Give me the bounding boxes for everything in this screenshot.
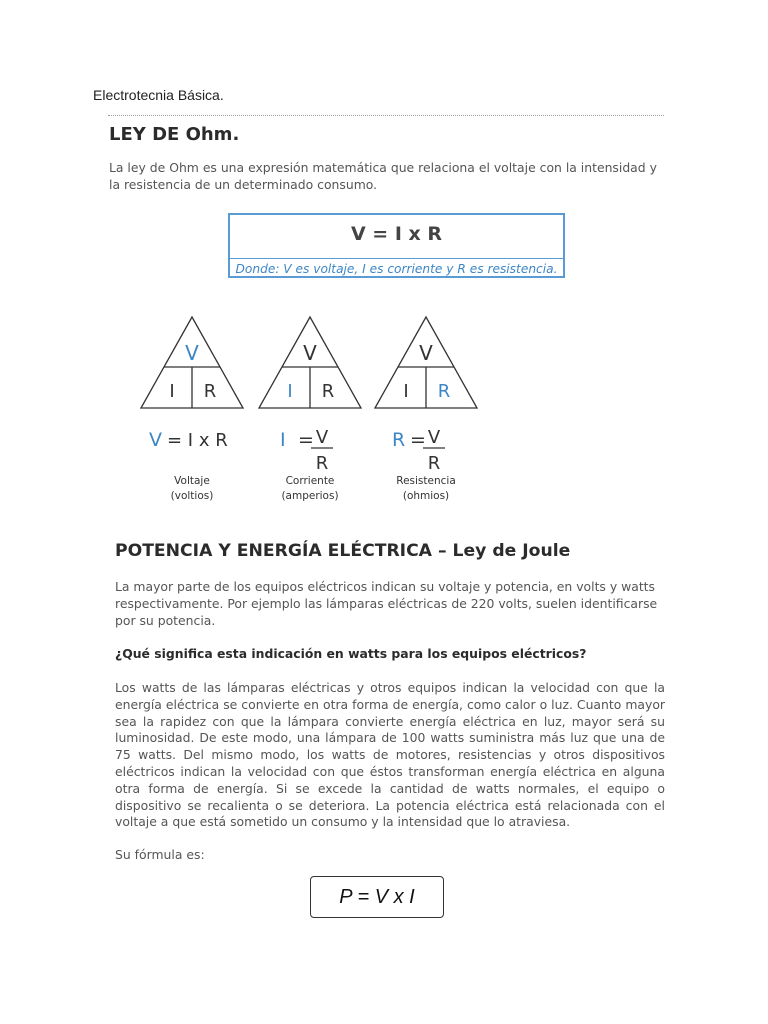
triangle-label-top: V xyxy=(303,341,317,365)
section-title-joule: POTENCIA Y ENERGÍA ELÉCTRICA – Ley de Joule xyxy=(115,541,571,561)
triangle-caption: Resistencia xyxy=(396,475,456,487)
triangle-label-left: I xyxy=(169,381,175,402)
triangle-label-right: R xyxy=(437,381,451,402)
triangle-label-left: I xyxy=(403,381,409,402)
power-formula-box: P = V x I xyxy=(310,876,444,918)
ohm-formula: V = I x R xyxy=(350,223,443,245)
triangle-caption-unit: (voltios) xyxy=(170,490,214,502)
triangle-label-top: V xyxy=(419,341,433,365)
document-header: Electrotecnia Básica. xyxy=(93,87,224,103)
equation-numerator: V xyxy=(315,427,329,448)
equation-denominator: R xyxy=(427,453,441,474)
triangle-caption: Corriente xyxy=(285,475,335,487)
equation-variable: V xyxy=(149,429,162,451)
ohm-formula-note: Donde: V es voltaje, I es corriente y R es resistencia. xyxy=(235,262,558,276)
equation-variable: I xyxy=(280,429,286,451)
triangle-caption: Voltaje xyxy=(174,475,210,487)
equation-rhs: = I x R xyxy=(167,430,228,451)
triangle-label-left: I xyxy=(287,381,293,402)
triangle-caption-unit: (ohmios) xyxy=(402,490,450,502)
triangle-label-right: R xyxy=(321,381,335,402)
equation-variable: R xyxy=(392,429,406,451)
ohm-intro-paragraph: La ley de Ohm es una expresión matemática que relaciona el voltaje con la intensidad y la resistencia de un determinado consumo. xyxy=(109,160,657,192)
equation-equals: = xyxy=(410,429,426,451)
equation-equals: = xyxy=(298,429,314,451)
formula-label: Su fórmula es: xyxy=(115,847,205,862)
triangle-label-top: V xyxy=(185,341,199,365)
watts-question: ¿Qué significa esta indicación en watts para los equipos eléctricos? xyxy=(115,646,587,661)
watts-explanation-paragraph: Los watts de las lámparas eléctricas y otros equipos indican la velocidad con que la energía eléctrica se convierte en otra forma de energía, como calor o luz. Cuanto mayor sea la rapidez con que la lámpara convierte energía eléctrica en luz, mayor será su luminosidad. De este modo, una lámpara de 100 watts suministra más luz que una de 75 watts. Del mismo modo, los watts de motores, resistencias y otros dispositivos eléctricos indican la velocidad con que éstos transforman energía eléctrica en alguna otra forma de energía. Si se excede la cantidad de watts normales, el equipo o dispositivo se recalienta o se deteriora. La potencia eléctrica está relacionada con el voltaje a que está sometido un consumo y la intensidad que lo atraviesa. xyxy=(115,680,665,830)
equation-numerator: V xyxy=(427,427,441,448)
joule-intro-paragraph: La mayor parte de los equipos eléctricos indican su voltaje y potencia, en volts y watts respectivamente. Por ejemplo las lámparas eléctricas de 220 volts, suelen identificarse por su potencia. xyxy=(115,579,658,628)
triangle-caption-unit: (amperios) xyxy=(281,490,339,502)
section-title-ohm: LEY DE Ohm. xyxy=(109,124,240,145)
equation-denominator: R xyxy=(315,453,329,474)
triangle-label-right: R xyxy=(203,381,217,402)
